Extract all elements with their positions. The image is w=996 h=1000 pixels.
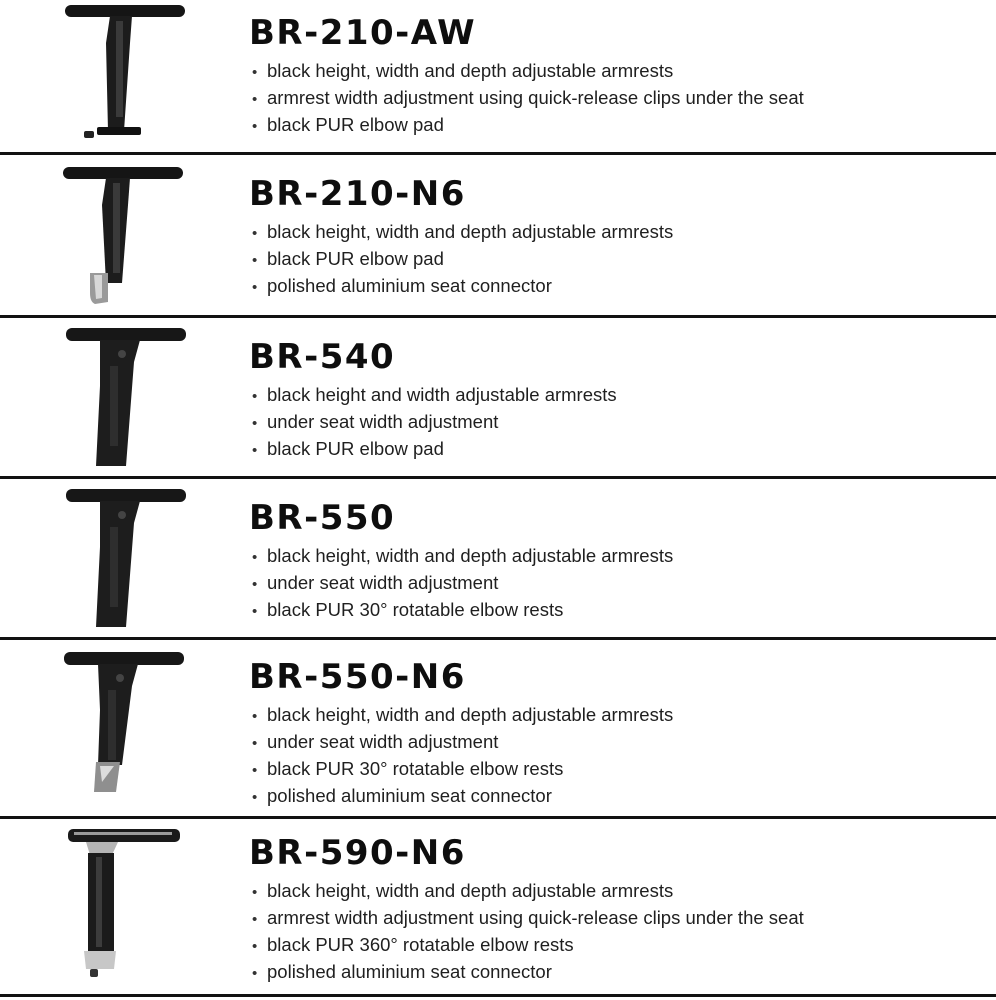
product-br-210-aw: [0, 0, 996, 152]
feature-list: [252, 702, 673, 810]
armrest-rotatable-icon: [50, 487, 200, 632]
armrest-adjustable-clip-icon: [50, 3, 200, 148]
list-item: • under seat width adjustment: [252, 729, 673, 756]
list-item: • armrest width adjustment using quick-release clips under the seat: [252, 905, 804, 932]
list-item: • black PUR 30° rotatable elbow rests: [252, 756, 673, 783]
bullet-icon: •: [252, 118, 258, 135]
list-item: • polished aluminium seat connector: [252, 783, 673, 810]
product-br-550-n6: [0, 640, 996, 816]
product-code: BR-550-N6: [249, 657, 466, 697]
feature-list: [252, 878, 804, 986]
product-code: BR-210-N6: [249, 174, 466, 214]
bullet-icon: •: [252, 388, 258, 405]
bullet-icon: •: [252, 789, 258, 806]
list-item: • black height, width and depth adjustable armrests: [252, 878, 804, 905]
list-item: • black height, width and depth adjustable armrests: [252, 58, 804, 85]
product-br-590-n6: [0, 819, 996, 995]
list-item: • black height, width and depth adjustable armrests: [252, 219, 673, 246]
feature-list: [252, 543, 673, 624]
bullet-icon: •: [252, 884, 258, 901]
list-item: • polished aluminium seat connector: [252, 273, 673, 300]
bullet-icon: •: [252, 911, 258, 928]
feature-list: [252, 382, 617, 463]
bullet-icon: •: [252, 442, 258, 459]
list-item: • under seat width adjustment: [252, 570, 673, 597]
armrest-height-width-icon: [50, 326, 200, 471]
product-code: BR-590-N6: [249, 833, 466, 873]
list-item: • black PUR elbow pad: [252, 246, 673, 273]
bullet-icon: •: [252, 252, 258, 269]
list-item: • black PUR elbow pad: [252, 436, 617, 463]
bullet-icon: •: [252, 64, 258, 81]
list-item: • polished aluminium seat connector: [252, 959, 804, 986]
list-item: • black height and width adjustable armrests: [252, 382, 617, 409]
bullet-icon: •: [252, 965, 258, 982]
bullet-icon: •: [252, 762, 258, 779]
product-br-550: [0, 479, 996, 637]
bullet-icon: •: [252, 603, 258, 620]
armrest-aluminium-connector-icon: [50, 165, 200, 310]
list-item: • black PUR elbow pad: [252, 112, 804, 139]
armrest-360-rotatable-icon: [50, 827, 200, 987]
bullet-icon: •: [252, 415, 258, 432]
list-item: • black height, width and depth adjustable armrests: [252, 543, 673, 570]
bullet-icon: •: [252, 279, 258, 296]
feature-list: [252, 219, 673, 300]
bullet-icon: •: [252, 708, 258, 725]
bullet-icon: •: [252, 225, 258, 242]
feature-list: [252, 58, 804, 139]
list-item: • black height, width and depth adjustable armrests: [252, 702, 673, 729]
product-code: BR-550: [249, 498, 396, 538]
product-code: BR-210-AW: [249, 13, 477, 53]
list-item: • armrest width adjustment using quick-release clips under the seat: [252, 85, 804, 112]
bullet-icon: •: [252, 91, 258, 108]
bullet-icon: •: [252, 576, 258, 593]
product-code: BR-540: [249, 337, 396, 377]
bullet-icon: •: [252, 549, 258, 566]
product-br-540: [0, 318, 996, 476]
list-item: • black PUR 360° rotatable elbow rests: [252, 932, 804, 959]
armrest-rotatable-aluminium-icon: [50, 650, 200, 805]
bullet-icon: •: [252, 735, 258, 752]
list-item: • under seat width adjustment: [252, 409, 617, 436]
product-br-210-n6: [0, 155, 996, 315]
section-divider: [0, 994, 996, 997]
bullet-icon: •: [252, 938, 258, 955]
list-item: • black PUR 30° rotatable elbow rests: [252, 597, 673, 624]
